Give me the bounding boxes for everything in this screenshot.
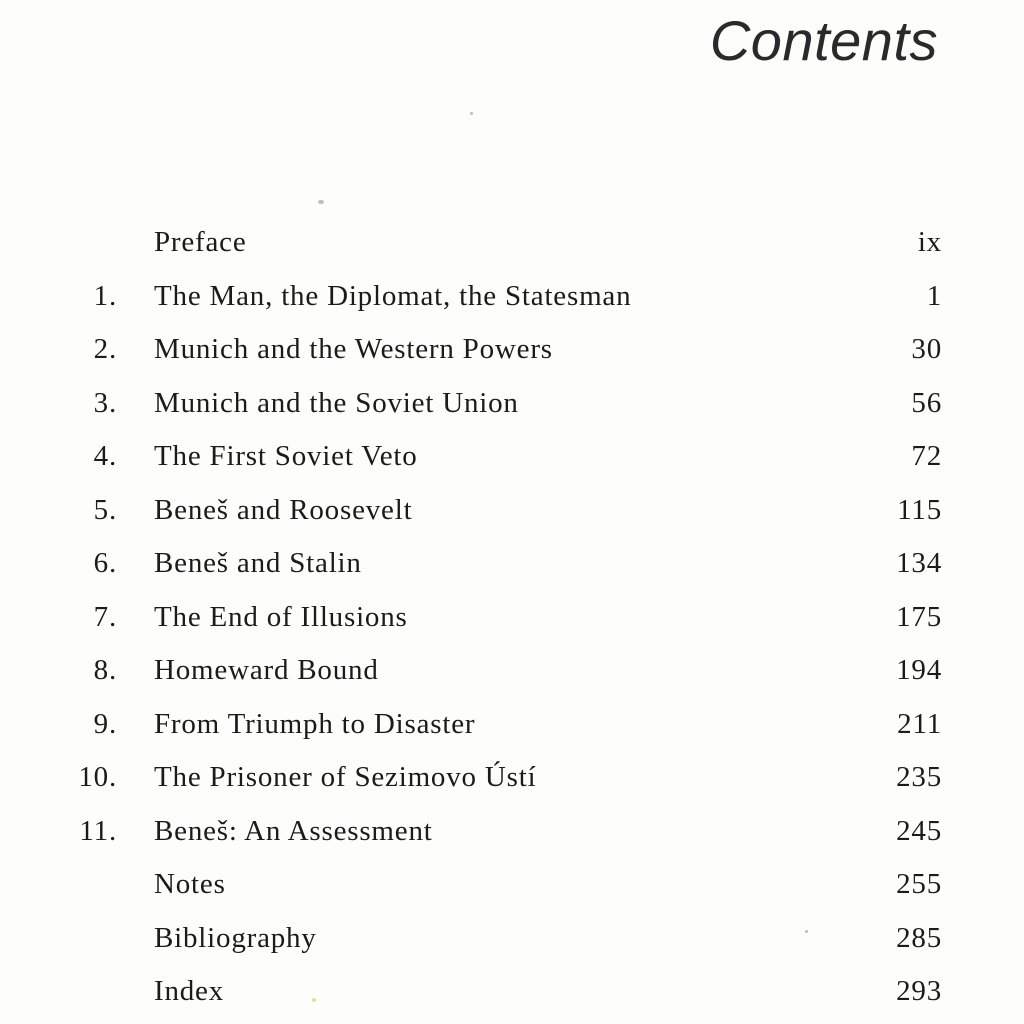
toc-entry-chapter-2[interactable] (0, 319, 1024, 373)
toc-entry-notes[interactable] (0, 854, 1024, 908)
toc-entry-number: 1. (93, 279, 117, 312)
toc-entry-page: 115 (897, 493, 942, 526)
toc-entry-number: 9. (93, 707, 117, 740)
toc-entry-page: 211 (897, 707, 942, 740)
toc-entry-number: 11. (79, 814, 117, 847)
toc-entry-title: Beneš: An Assessment (154, 814, 433, 847)
toc-entry-index[interactable] (0, 961, 1024, 1015)
toc-entry-title: The Prisoner of Sezimovo Ústí (154, 761, 537, 793)
toc-entry-title: Munich and the Western Powers (154, 333, 553, 365)
toc-entry-title: Index (154, 975, 225, 1007)
toc-entry-page: 293 (896, 975, 942, 1007)
toc-entry-chapter-9[interactable] (0, 694, 1024, 748)
toc-entry-bibliography[interactable] (0, 908, 1024, 962)
toc-entry-number: 3. (93, 386, 117, 419)
toc-entry-chapter-1[interactable] (0, 266, 1024, 320)
toc-entry-number: 6. (93, 547, 117, 579)
toc-entry-title: The First Soviet Veto (154, 440, 418, 472)
toc-entry-page: 72 (911, 440, 942, 472)
toc-entry-title: Notes (154, 868, 226, 900)
toc-entry-page: 134 (896, 547, 942, 579)
paper-speck (470, 112, 473, 115)
toc-entry-chapter-11[interactable] (0, 801, 1024, 855)
toc-entry-chapter-7[interactable] (0, 587, 1024, 641)
toc-entry-page: 175 (896, 600, 942, 633)
toc-entry-title: Homeward Bound (154, 654, 379, 686)
toc-entry-number: 4. (93, 440, 117, 472)
toc-entry-page: 245 (896, 814, 942, 847)
toc-entry-chapter-5[interactable] (0, 480, 1024, 534)
toc-entry-chapter-8[interactable] (0, 640, 1024, 694)
toc-entry-chapter-3[interactable] (0, 373, 1024, 427)
toc-entry-page: 285 (896, 921, 942, 954)
toc-entry-page: 194 (896, 654, 942, 686)
paper-speck (318, 200, 324, 204)
toc-entry-number: 10. (78, 761, 117, 793)
toc-entry-title: Munich and the Soviet Union (154, 386, 519, 419)
toc-entry-number: 8. (93, 654, 117, 686)
toc-entry-page: 255 (896, 868, 942, 900)
toc-entry-preface[interactable] (0, 212, 1024, 266)
toc-entry-page: 30 (911, 333, 942, 365)
page-title: Contents (709, 9, 938, 72)
toc-entry-number: 2. (93, 333, 117, 365)
toc-entry-title: Preface (154, 226, 247, 258)
toc-entry-title: Beneš and Roosevelt (154, 493, 413, 526)
toc-entry-page: 56 (911, 386, 942, 419)
toc-entry-page: ix (917, 226, 942, 258)
toc-entry-page: 1 (926, 279, 942, 312)
toc-entry-title: The Man, the Diplomat, the Statesman (154, 279, 632, 312)
toc-entry-title: From Triumph to Disaster (154, 707, 476, 740)
toc-entry-chapter-6[interactable] (0, 533, 1024, 587)
toc-entry-title: Beneš and Stalin (154, 547, 362, 579)
toc-entry-number: 5. (93, 493, 117, 526)
toc-entry-number: 7. (93, 600, 117, 633)
toc-entry-chapter-4[interactable] (0, 426, 1024, 480)
toc-entry-page: 235 (896, 761, 942, 793)
toc-entry-chapter-10[interactable] (0, 747, 1024, 801)
table-of-contents (0, 212, 1024, 1015)
toc-entry-title: The End of Illusions (154, 600, 408, 633)
toc-entry-title: Bibliography (154, 921, 317, 954)
